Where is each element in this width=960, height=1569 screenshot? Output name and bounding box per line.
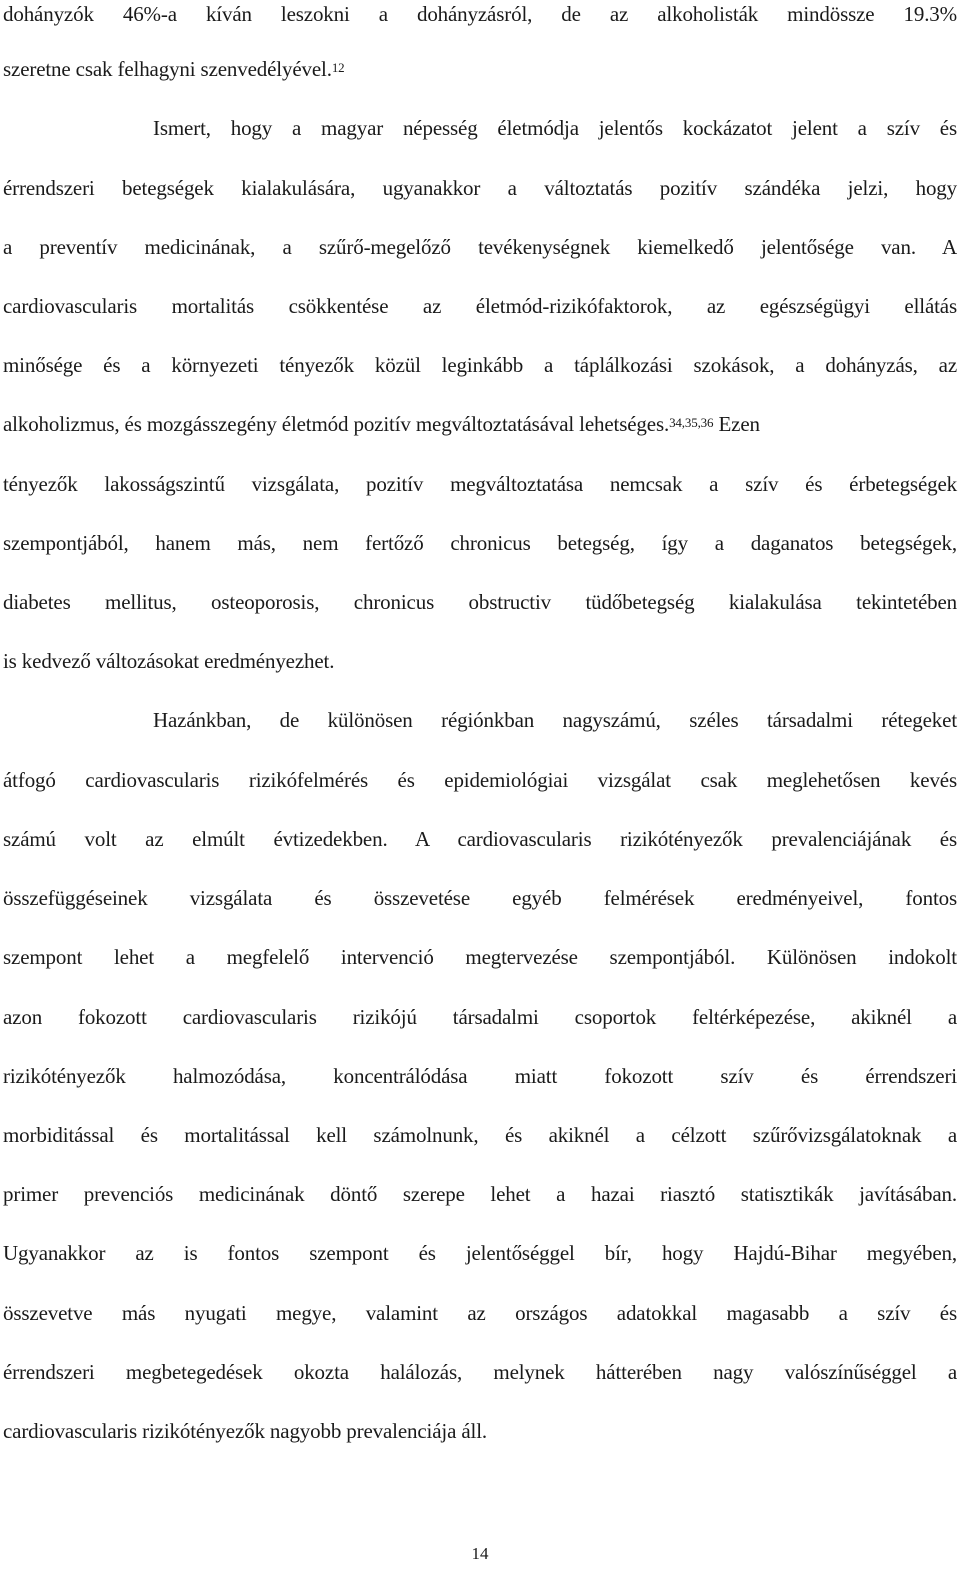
- text-line: cardiovascularis mortalitás csökkentése az életmód-rizikófaktorok, az egészségügyi ellátás: [3, 294, 957, 318]
- text-line: [3, 409, 957, 439]
- text-line: összevetve más nyugati megye, valamint az országos adatokkal magasabb a szív és: [3, 1301, 957, 1325]
- text-line: érrendszeri betegségek kialakulására, ugyanakkor a változtatás pozitív szándéka jelzi, hogy: [3, 176, 957, 200]
- text-line: Ismert, hogy a magyar népesség életmódja jelentős kockázatot jelent a szív és: [153, 116, 957, 140]
- text-line: tényezők lakosságszintű vizsgálata, pozitív megváltoztatása nemcsak a szív és érbetegségek: [3, 472, 957, 496]
- text-line: azon fokozott cardiovascularis rizikójú társadalmi csoportok feltérképezése, akiknél a: [3, 1005, 957, 1029]
- text-line: szempontjából, hanem más, nem fertőző chronicus betegség, így a daganatos betegségek,: [3, 531, 957, 555]
- reference-superscript: 12: [331, 60, 345, 75]
- text-line-content: alkoholizmus, és mozgásszegény életmód pozitív megváltoztatásával lehetséges.: [3, 412, 670, 436]
- text-line: átfogó cardiovascularis rizikófelmérés és epidemiológiai vizsgálat csak meglehetősen kevés: [3, 768, 957, 792]
- text-line: Hazánkban, de különösen régiónkban nagyszámú, széles társadalmi rétegeket: [153, 708, 957, 732]
- reference-superscript: 34,35,36: [669, 415, 714, 430]
- text-line: cardiovascularis rizikótényezők nagyobb prevalenciája áll.: [3, 1419, 488, 1443]
- text-line: szempont lehet a megfelelő intervenció megtervezése szempontjából. Különösen indokolt: [3, 945, 957, 969]
- text-line: minősége és a környezeti tényezők közül leginkább a táplálkozási szokások, a dohányzás, az: [3, 353, 957, 377]
- text-line: primer prevenciós medicinának döntő szerepe lehet a hazai riasztó statisztikák javításában.: [3, 1182, 957, 1206]
- text-line: dohányzók 46%-a kíván leszokni a dohányzásról, de az alkoholisták mindössze 19.3%: [3, 2, 957, 26]
- text-line-tail: Ezen: [718, 412, 760, 436]
- text-line: rizikótényezők halmozódása, koncentrálódása miatt fokozott szív és érrendszeri: [3, 1064, 957, 1088]
- text-line: morbiditással és mortalitással kell számolnunk, és akiknél a célzott szűrővizsgálatoknak a: [3, 1123, 957, 1147]
- text-line: [3, 54, 957, 84]
- page-number: 14: [471, 1544, 489, 1563]
- text-line: diabetes mellitus, osteoporosis, chronicus obstructiv tüdőbetegség kialakulása tekintetében: [3, 590, 957, 614]
- text-line: is kedvező változásokat eredményezhet.: [3, 649, 335, 673]
- document-page: [3, 0, 957, 1569]
- text-line: összefüggéseinek vizsgálata és összevetése egyéb felmérések eredményeivel, fontos: [3, 886, 957, 910]
- text-line: a preventív medicinának, a szűrő-megelőző tevékenységnek kiemelkedő jelentősége van. A: [3, 235, 957, 259]
- text-line: érrendszeri megbetegedések okozta halálozás, melynek hátterében nagy valószínűséggel a: [3, 1360, 957, 1384]
- text-line-content: szeretne csak felhagyni szenvedélyével.: [3, 57, 332, 81]
- text-line: számú volt az elmúlt évtizedekben. A cardiovascularis rizikótényezők prevalenciájának és: [3, 827, 957, 851]
- text-line: Ugyanakkor az is fontos szempont és jelentőséggel bír, hogy Hajdú-Bihar megyében,: [3, 1241, 957, 1265]
